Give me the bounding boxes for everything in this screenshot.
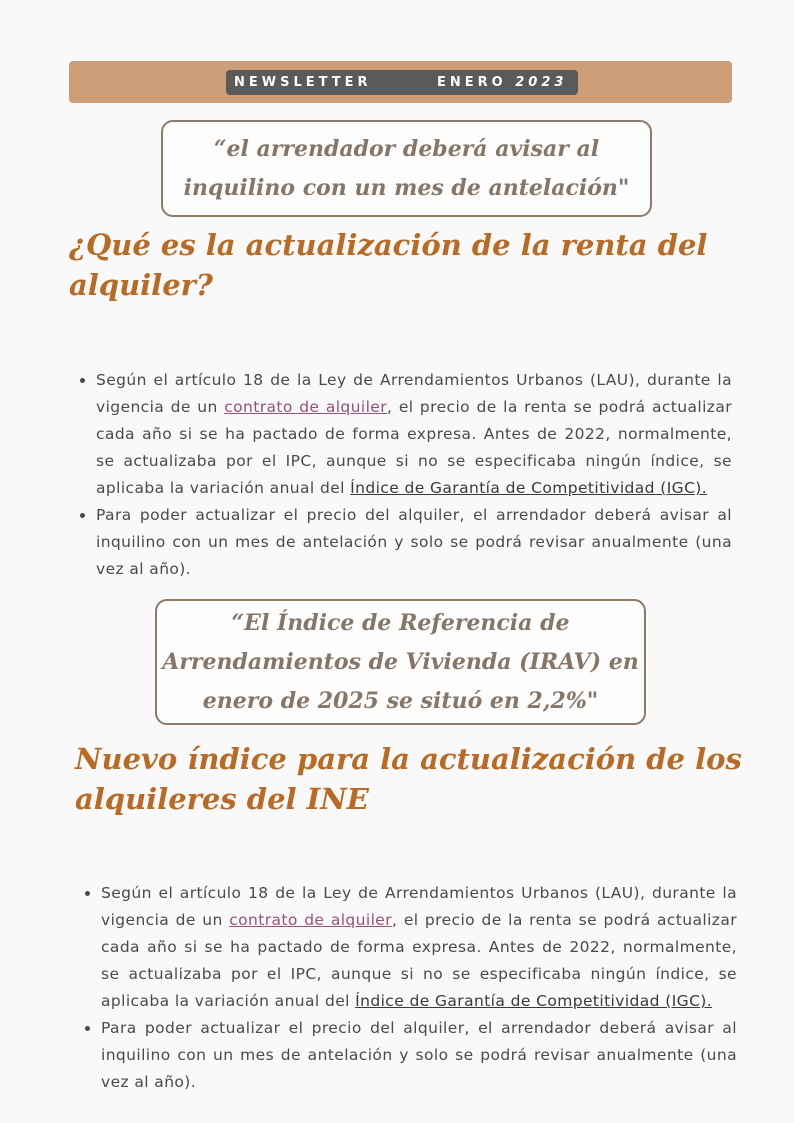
item-text-b: , el precio de la renta se podrá actualizar cada año si se ha pactado de forma expresa. Antes de 2022, normalmente, se actualizaba por el IPC, aunque si no se especificaba ningún índice, se aplicaba la variación anual del <box>96 398 733 497</box>
item-text-b: , el precio de la renta se podrá actualizar cada año si se ha pactado de forma expresa. Antes de 2022, normalmente, se actualizaba por el IPC, aunque si no se especificaba ningún índice, se aplicaba la variación anual del <box>101 911 738 1010</box>
contrato-alquiler-link[interactable]: contrato de alquiler <box>224 398 388 416</box>
pull-quote-2-line-3: enero de 2025 se situó en 2,2%" <box>202 687 599 714</box>
item-text-a: Según el artículo 18 de la Ley de Arrendamientos Urbanos (LAU), durante la vigencia de un <box>101 884 737 929</box>
contrato-alquiler-link[interactable]: contrato de alquiler <box>229 911 393 929</box>
pull-quote-2-line-1: “El Índice de Referencia de <box>231 609 570 636</box>
pull-quote-1 <box>161 120 652 217</box>
banner-month: ENERO <box>437 75 507 90</box>
section-1-heading: ¿Qué es la actualización de la renta del alquiler? <box>69 228 708 302</box>
list-item <box>96 367 732 502</box>
igc-link[interactable]: Índice de Garantía de Competitividad (IGC). <box>350 479 708 497</box>
newsletter-label: NEWSLETTER <box>234 75 372 90</box>
pull-quote-1-line-1: “el arrendador deberá avisar al <box>213 135 600 162</box>
list-item: • Para poder actualizar el precio del alquiler, el arrendador deberá avisar al inquilino con un mes de antelación y solo se podrá revisar anualmente (una vez al año). <box>101 1015 737 1096</box>
section-1-list <box>69 367 732 583</box>
pull-quote-1-line-2: inquilino con un mes de antelación" <box>183 174 630 201</box>
banner-date <box>437 70 567 95</box>
banner-pill <box>226 70 578 95</box>
list-item <box>101 880 737 1015</box>
pull-quote-1-text <box>184 130 630 208</box>
list-item: • Para poder actualizar el precio del alquiler, el arrendador deberá avisar al inquilino con un mes de antelación y solo se podrá revisar anualmente (una vez al año). <box>96 502 732 583</box>
section-2-heading: Nuevo índice para la actualización de los alquileres del INE <box>75 742 742 816</box>
banner-year: 2023 <box>515 75 568 90</box>
pull-quote-2-line-2: Arrendamientos de Vivienda (IRAV) en <box>162 648 639 675</box>
igc-link[interactable]: Índice de Garantía de Competitividad (IGC). <box>355 992 713 1010</box>
item-text-a: Según el artículo 18 de la Ley de Arrendamientos Urbanos (LAU), durante la vigencia de un <box>96 371 732 416</box>
pull-quote-2 <box>155 599 646 725</box>
section-2-list <box>74 880 737 1096</box>
newsletter-banner <box>69 61 732 103</box>
pull-quote-2-text <box>162 604 638 721</box>
